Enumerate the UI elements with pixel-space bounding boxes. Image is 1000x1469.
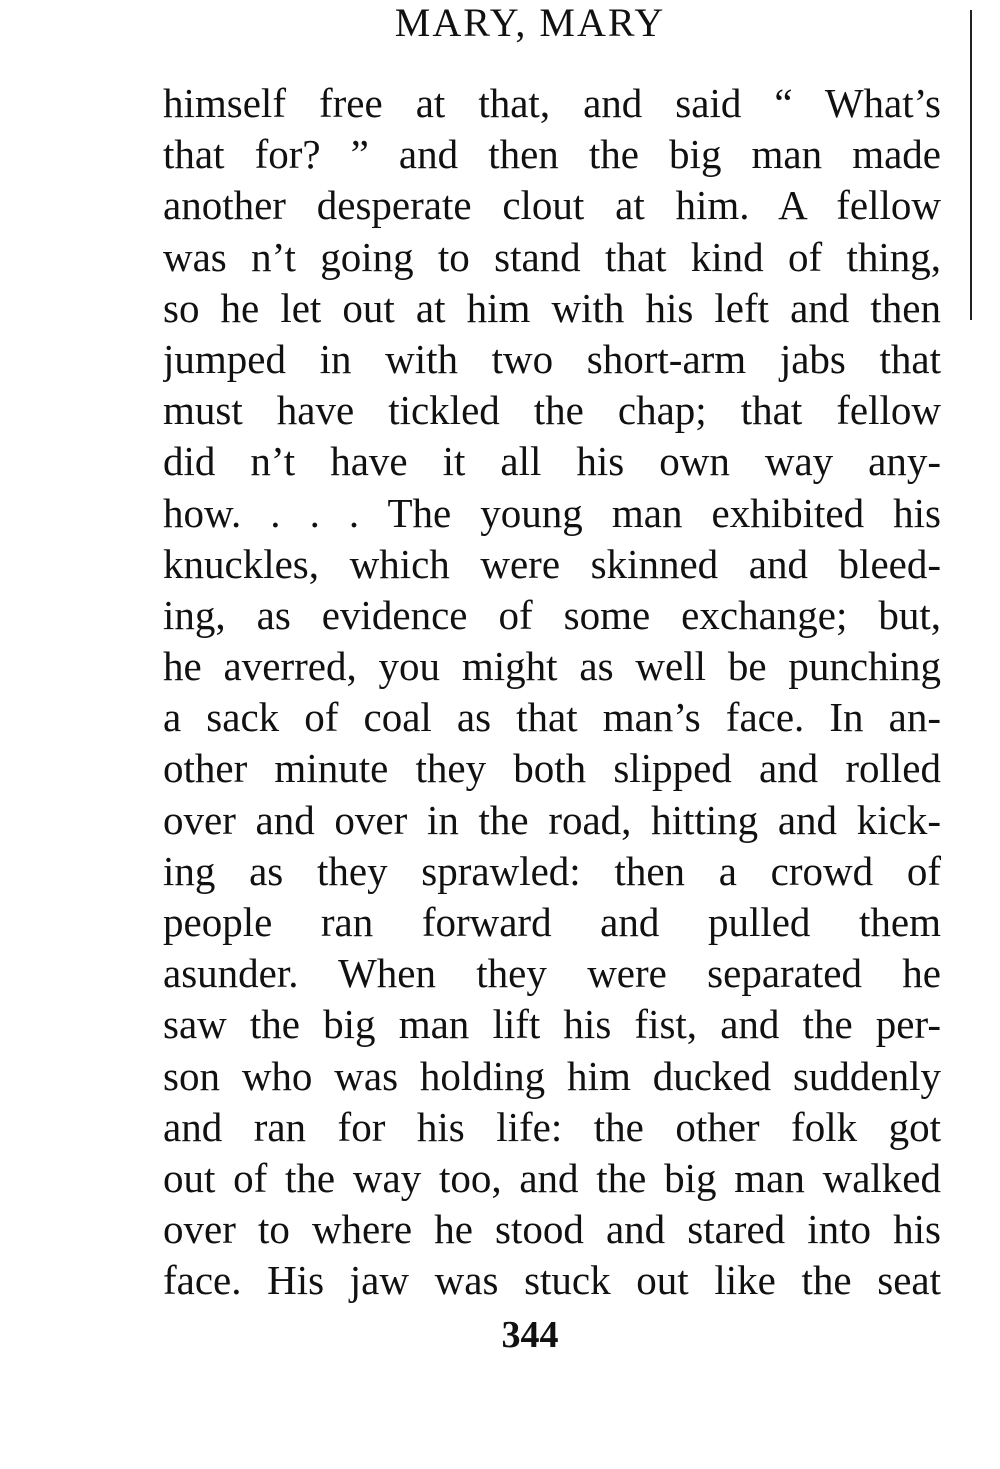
text-line-4: was n’t going to stand that kind of thing, (163, 233, 941, 280)
text-line-15: over and over in the road, hitting and kick- (163, 796, 941, 843)
text-line-6: jumped in with two short-arm jabs that (163, 335, 941, 382)
text-line-19: saw the big man lift his fist, and the per- (163, 1001, 941, 1048)
text-line-12: he averred, you might as well be punching (163, 643, 941, 690)
page-number: 344 (501, 1314, 559, 1356)
text-line-17: people ran forward and pulled them (163, 899, 941, 945)
text-line-5: so he let out at him with his left and then (163, 284, 941, 331)
body-text (163, 78, 941, 1307)
text-line-20: son who was holding him ducked suddenly (163, 1052, 941, 1099)
text-line-22: out of the way too, and the big man walked (163, 1154, 941, 1201)
text-line-7: must have tickled the chap; that fellow (163, 387, 941, 434)
text-line-16: ing as they sprawled: then a crowd of (163, 847, 941, 894)
text-line-18: asunder. When they were separated he (163, 950, 941, 997)
text-line-9: how. . . . The young man exhibited his (163, 489, 941, 536)
text-line-8: did n’t have it all his own way any- (163, 438, 941, 485)
text-line-23: over to where he stood and stared into his (163, 1206, 941, 1253)
text-line-21: and ran for his life: the other folk got (163, 1103, 941, 1150)
text-line-13: a sack of coal as that man’s face. In an- (163, 694, 941, 741)
text-line-10: knuckles, which were skinned and bleed- (163, 540, 941, 587)
text-line-11: ing, as evidence of some exchange; but, (163, 591, 941, 638)
text-line-3: another desperate clout at him. A fellow (163, 182, 941, 229)
text-line-14: other minute they both slipped and rolled (163, 745, 941, 792)
text-line-1: himself free at that, and said “ What’s (163, 80, 941, 126)
page-edge-rule (970, 10, 972, 320)
running-head: MARY, MARY (394, 0, 666, 45)
text-line-24: face. His jaw was stuck out like the seat (163, 1257, 941, 1304)
text-line-2: that for? ” and then the big man made (163, 131, 941, 178)
